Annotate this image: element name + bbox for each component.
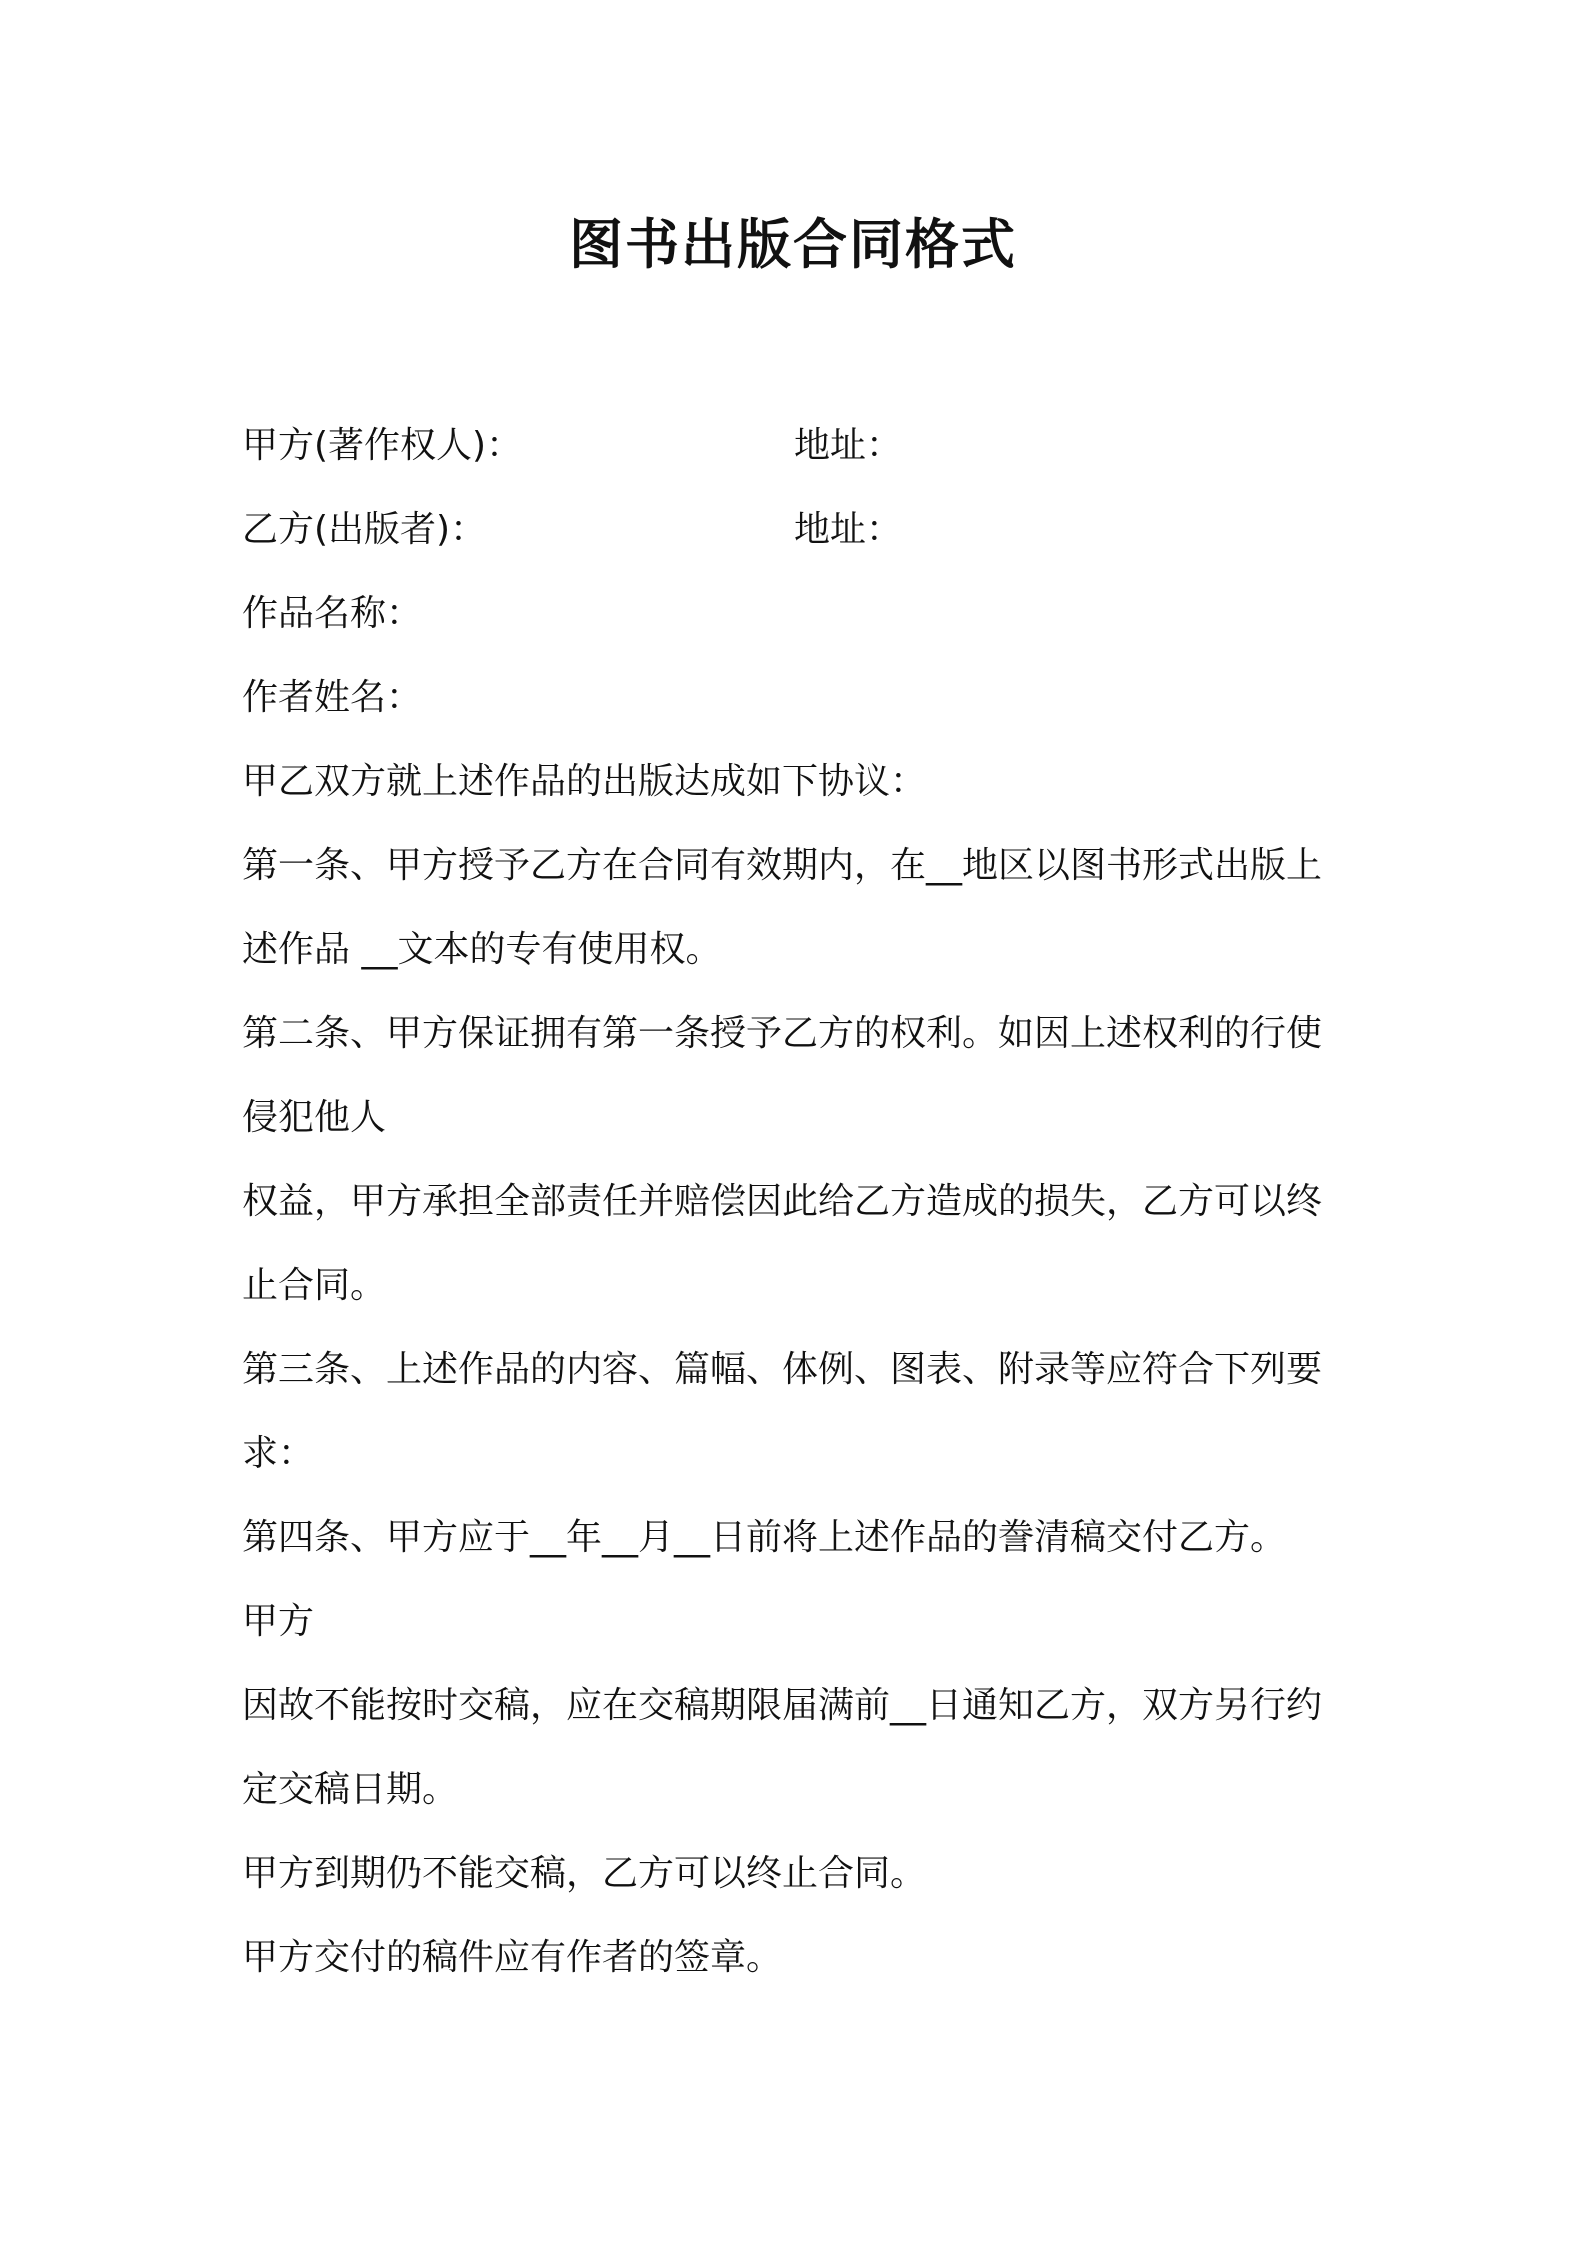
paragraph-line: 权益，甲方承担全部责任并赔偿因此给乙方造成的损失，乙方可以终 [242,1181,1323,1222]
paragraph-line: 甲方 [242,1601,315,1642]
paragraph-line: 第一条、甲方授予乙方在合同有效期内，在__地区以图书形式出版上 [242,845,1323,886]
party-a-address-label: 地址： [794,425,903,466]
party-b-row [242,488,1362,572]
paragraph-line: 求： [242,1433,315,1474]
paragraph-line: 止合同。 [242,1265,387,1306]
paragraph-line: 述作品 __文本的专有使用权。 [242,929,722,970]
paragraph-line: 甲乙双方就上述作品的出版达成如下协议： [242,761,927,802]
paragraph-line: 第二条、甲方保证拥有第一条授予乙方的权利。如因上述权利的行使 [242,1013,1323,1054]
document-body [242,404,1362,2000]
party-b-address-label: 地址： [794,509,903,550]
paragraph-line: 第四条、甲方应于__年__月__日前将上述作品的誊清稿交付乙方。 [242,1517,1287,1558]
paragraph-line: 甲方交付的稿件应有作者的签章。 [242,1937,783,1978]
author-name-label: 作者姓名： [242,677,423,718]
party-b-label: 乙方(出版者)： [242,509,487,550]
party-a-label: 甲方(著作权人)： [242,425,523,466]
work-name-label: 作品名称： [242,593,423,634]
paragraph-line: 定交稿日期。 [242,1769,459,1810]
party-a-row [242,404,1362,488]
paragraph-line: 侵犯他人 [242,1097,387,1138]
paragraph-line: 因故不能按时交稿，应在交稿期限届满前__日通知乙方，双方另行约 [242,1685,1323,1726]
paragraph-line: 第三条、上述作品的内容、篇幅、体例、图表、附录等应符合下列要 [242,1349,1323,1390]
paragraph-line: 甲方到期仍不能交稿，乙方可以终止合同。 [242,1853,927,1894]
document-title: 图书出版合同格式 [569,213,1017,276]
